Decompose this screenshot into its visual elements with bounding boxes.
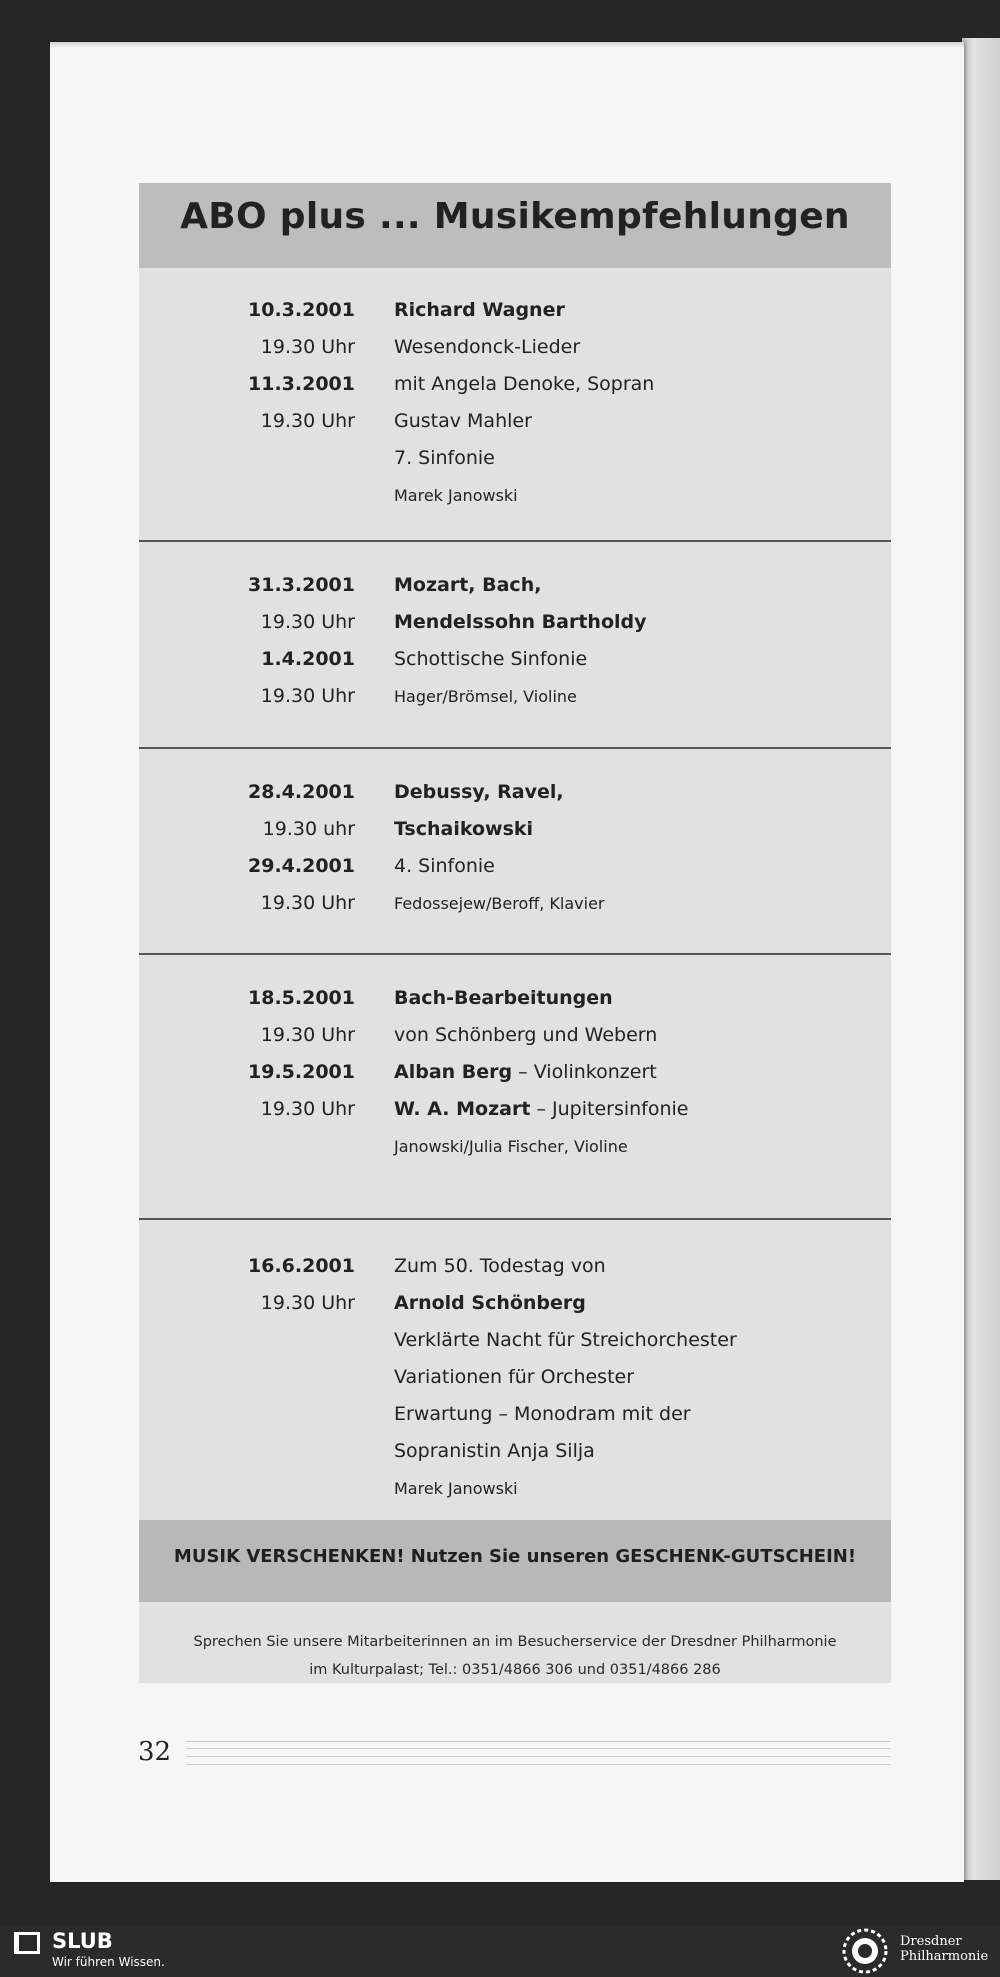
event-detail: Arnold Schönberg xyxy=(394,1292,586,1314)
event-detail xyxy=(394,1061,657,1083)
performers: Janowski/Julia Fischer, Violine xyxy=(394,1137,628,1156)
event-detail: Gustav Mahler xyxy=(394,410,532,432)
work-title: – Jupitersinfonie xyxy=(530,1098,689,1120)
orchestra-name-line-1: Dresdner xyxy=(900,1934,962,1949)
event-detail: Bach-Bearbeitungen xyxy=(394,987,613,1009)
library-tagline: Wir führen Wissen. xyxy=(52,1955,165,1969)
event-date: 1.4.2001 xyxy=(261,648,355,670)
performers: Marek Janowski xyxy=(394,1479,518,1498)
next-page-edge xyxy=(962,38,1000,1880)
event-date: 29.4.2001 xyxy=(248,855,355,877)
section-divider xyxy=(139,1218,891,1220)
event-detail xyxy=(394,1098,689,1120)
event-detail: Debussy, Ravel, xyxy=(394,781,564,803)
event-date: 19.30 Uhr xyxy=(260,336,355,358)
event-detail: Verklärte Nacht für Streichorchester xyxy=(394,1329,737,1351)
work-title: – Violinkonzert xyxy=(512,1061,657,1083)
event-detail: Variationen für Orchester xyxy=(394,1366,635,1388)
event-date: 19.30 Uhr xyxy=(260,410,355,432)
performers: Marek Janowski xyxy=(394,486,518,505)
event-detail: Richard Wagner xyxy=(394,299,565,321)
event-detail: Mozart, Bach, xyxy=(394,574,542,596)
event-detail: Erwartung – Monodram mit der xyxy=(394,1403,691,1425)
event-detail: Zum 50. Todestag von xyxy=(394,1255,606,1277)
performers: Hager/Brömsel, Violine xyxy=(394,687,577,706)
event-date: 19.30 Uhr xyxy=(260,1024,355,1046)
event-date: 28.4.2001 xyxy=(248,781,355,803)
gift-banner-text: MUSIK VERSCHENKEN! Nutzen Sie unseren GESCHENK-GUTSCHEIN! xyxy=(173,1546,857,1567)
event-detail: 4. Sinfonie xyxy=(394,855,495,877)
event-detail: Sopranistin Anja Silja xyxy=(394,1440,595,1462)
orchestra-name-line-2: Philharmonie xyxy=(900,1949,989,1964)
event-detail: Schottische Sinfonie xyxy=(394,648,588,670)
philharmonie-logo-icon[interactable] xyxy=(842,1928,888,1974)
event-detail: Wesendonck-Lieder xyxy=(394,336,581,358)
event-date: 19.30 Uhr xyxy=(260,892,355,914)
composer-name: W. A. Mozart xyxy=(394,1098,531,1120)
slub-logo-icon[interactable] xyxy=(14,1932,40,1954)
section-divider xyxy=(139,540,891,542)
event-date: 19.30 Uhr xyxy=(260,685,355,707)
event-date: 18.5.2001 xyxy=(248,987,355,1009)
footer-rule xyxy=(186,1756,891,1757)
footer-rule xyxy=(186,1748,891,1749)
contact-line-1: Sprechen Sie unsere Mitarbeiterinnen an im Besucherservice der Dresdner Philharmonie xyxy=(193,1634,837,1650)
footer-rule xyxy=(186,1764,891,1765)
contact-line-2: im Kulturpalast; Tel.: 0351/4866 306 und 0351/4866 286 xyxy=(309,1662,721,1678)
event-detail: Tschaikowski xyxy=(394,818,534,840)
composer-name: Alban Berg xyxy=(394,1061,513,1083)
event-date: 19.30 uhr xyxy=(262,818,355,840)
event-detail: mit Angela Denoke, Sopran xyxy=(394,373,655,395)
page-number: 32 xyxy=(138,1737,172,1767)
event-date: 19.5.2001 xyxy=(248,1061,355,1083)
event-detail: Mendelssohn Bartholdy xyxy=(394,611,647,633)
event-date: 19.30 Uhr xyxy=(260,611,355,633)
event-date: 16.6.2001 xyxy=(248,1255,355,1277)
performers: Fedossejew/Beroff, Klavier xyxy=(394,894,605,913)
section-divider xyxy=(139,747,891,749)
event-date: 19.30 Uhr xyxy=(260,1292,355,1314)
page-shadow xyxy=(50,42,964,48)
event-date: 31.3.2001 xyxy=(248,574,355,596)
page-title: ABO plus ... Musikempfehlungen xyxy=(180,196,850,237)
event-date: 19.30 Uhr xyxy=(260,1098,355,1120)
orchestra-name xyxy=(900,1934,988,1964)
footer-rule xyxy=(186,1741,891,1742)
event-detail: 7. Sinfonie xyxy=(394,447,495,469)
event-detail: von Schönberg und Webern xyxy=(394,1024,658,1046)
event-date: 10.3.2001 xyxy=(248,299,355,321)
event-date: 11.3.2001 xyxy=(248,373,355,395)
section-divider xyxy=(139,953,891,955)
library-name[interactable]: SLUB xyxy=(52,1929,113,1953)
